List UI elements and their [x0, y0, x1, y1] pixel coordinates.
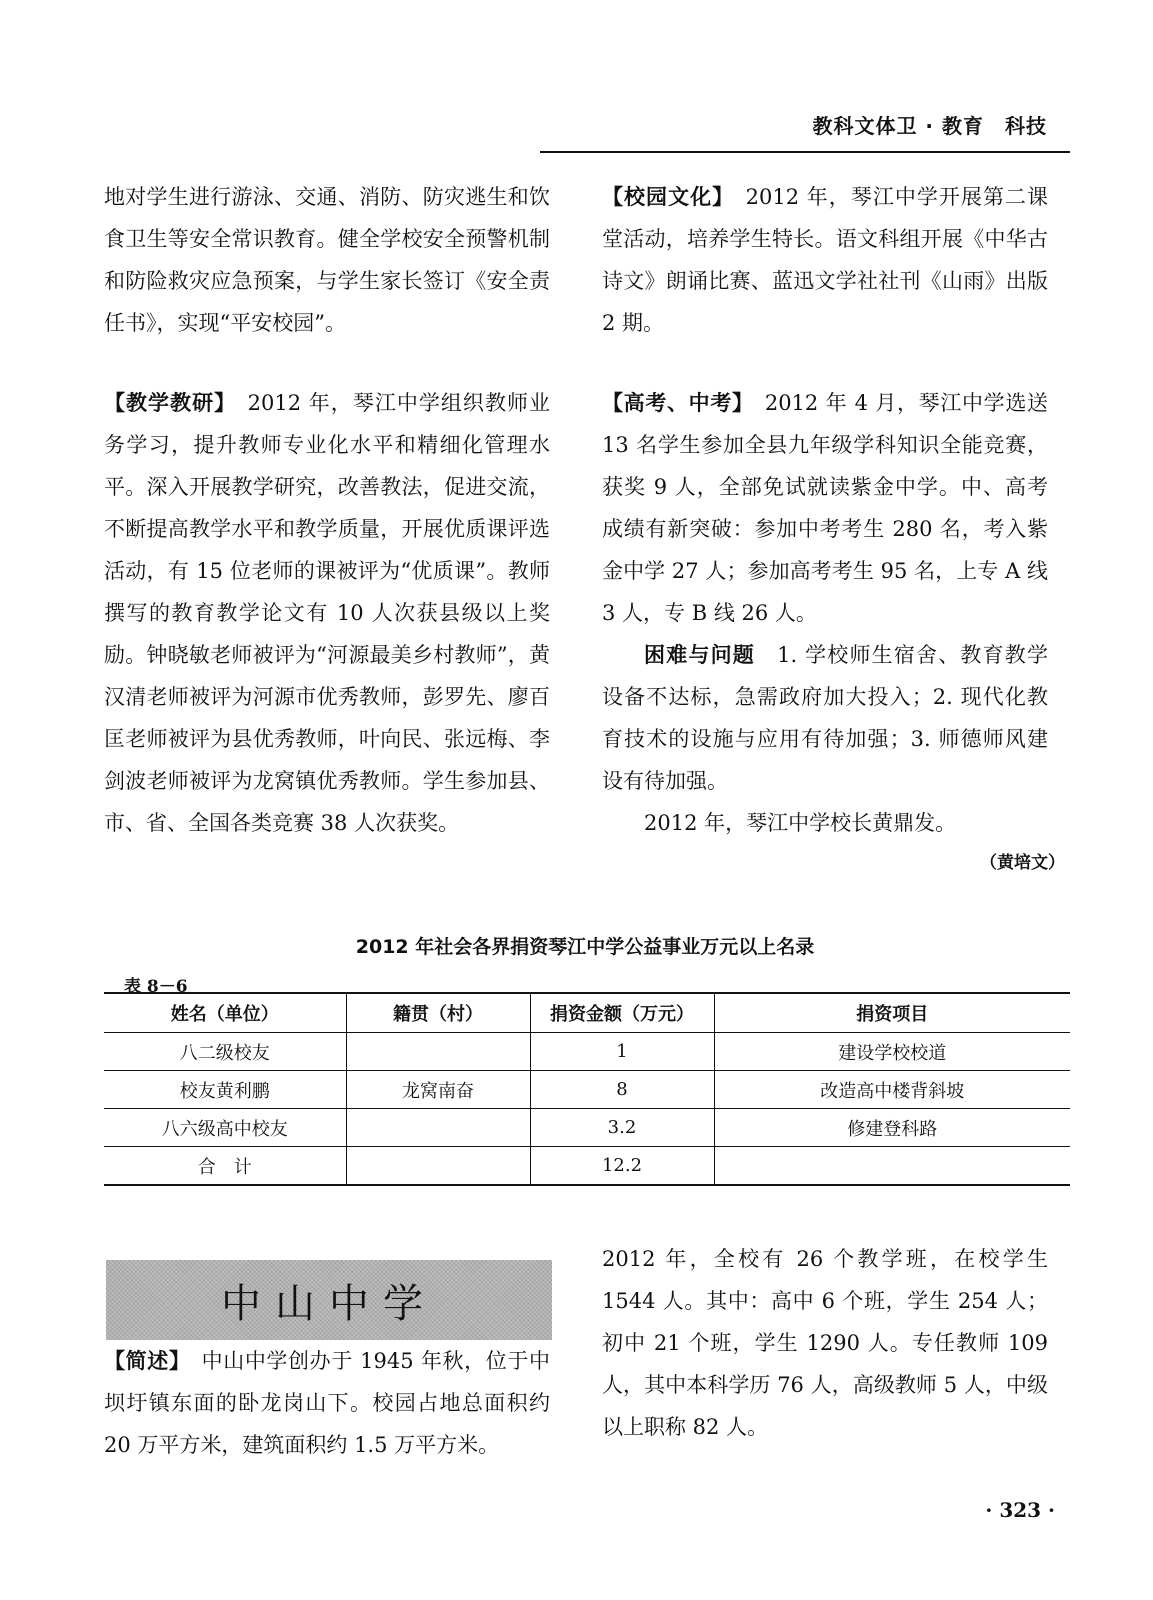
campus-culture-label: 【校园文化】 — [602, 185, 724, 209]
safety-paragraph — [104, 176, 550, 344]
cell-amount: 3.2 — [530, 1109, 714, 1147]
problems-paragraph — [602, 634, 1048, 802]
table-header-row — [104, 993, 1070, 1033]
author-credit: （黄培文） — [980, 853, 1065, 873]
cell-name: 八二级校友 — [104, 1033, 346, 1071]
table-title: 2012 年社会各界捐资琴江中学公益事业万元以上名录 — [355, 936, 815, 958]
exams-label: 【高考、中考】 — [602, 391, 744, 415]
donation-table — [104, 992, 1070, 1186]
cell-amount: 12.2 — [530, 1147, 714, 1186]
campus-culture-text: 2012 年，琴江中学开展第二课堂活动，培养学生特长。语文科组开展《中华古诗文》朗诵比赛、蓝迅文学社社刊《山雨》出版 2 期。 — [602, 185, 1048, 335]
overview-label: 【简述】 — [104, 1349, 180, 1373]
table-row — [104, 1109, 1070, 1147]
overview-text: 中山中学创办于 1945 年秋，位于中坝圩镇东面的卧龙岗山下。校园占地总面积约 20 万平方米，建筑面积约 1.5 万平方米。 — [104, 1349, 551, 1457]
teaching-text: 2012 年，琴江中学组织教师业务学习，提升教师专业化水平和精细化管理水平。深入开展教学研究，改善教法，促进交流，不断提高教学水平和教学质量，开展优质课评选活动，有 15 位老师的课被评为“优质课”。教师撰写的教育教学论文有 10 人次获县级以上奖励。钟晓敏老师被评为“河源最美乡村教师”，黄汉清老师被评为河源市优秀教师，彭罗先、廖百匡老师被评为县优秀教师，叶向民、张远梅、李剑波老师被评为龙窝镇优秀教师。学生参加县、市、省、全国各类竞赛 38 人次获奖。 — [104, 391, 550, 835]
cell-origin — [346, 1033, 530, 1071]
page-number: · 323 · — [985, 1498, 1055, 1522]
header-project: 捐资项目 — [714, 993, 1070, 1033]
header-origin: 籍贯（村） — [346, 993, 530, 1033]
cell-origin: 龙窝南奋 — [346, 1071, 530, 1109]
cell-name: 八六级高中校友 — [104, 1109, 346, 1147]
cell-origin — [346, 1147, 530, 1186]
problems-text: 1. 学校师生宿舍、教育教学设备不达标，急需政府加大投入；2. 现代化教育技术的设施与应用有待加强；3. 师德师风建设有待加强。 — [602, 643, 1048, 793]
table-number: 表 8－6 — [124, 977, 188, 997]
problems-label: 困难与问题 — [644, 643, 755, 667]
campus-culture-paragraph — [602, 176, 1048, 344]
exams-text: 2012 年 4 月，琴江中学选送 13 名学生参加全县九年级学科知识全能竞赛，获奖 9 人，全部免试就读紫金中学。中、高考成绩有新突破：参加中考考生 280 名，考入紫金中学 27 人；参加高考考生 95 名，上专 A 线 3 人，专 B 线 26 人。 — [602, 391, 1048, 625]
cell-origin — [346, 1109, 530, 1147]
section-banner — [106, 1260, 552, 1340]
cell-project: 修建登科路 — [714, 1109, 1070, 1147]
cell-project: 改造高中楼背斜坡 — [714, 1071, 1070, 1109]
teaching-paragraph — [104, 382, 550, 844]
teaching-label: 【教学教研】 — [104, 391, 226, 415]
overview-paragraph — [104, 1340, 550, 1466]
table-row — [104, 1033, 1070, 1071]
cell-amount: 8 — [530, 1071, 714, 1109]
table-total-row — [104, 1147, 1070, 1186]
table-row — [104, 1071, 1070, 1109]
cell-amount: 1 — [530, 1033, 714, 1071]
running-head: 教科文体卫 · 教育 科技 — [812, 114, 1047, 138]
header-rule — [540, 151, 1070, 153]
safety-text: 地对学生进行游泳、交通、消防、防灾逃生和饮食卫生等安全常识教育。健全学校安全预警机制和防险救灾应急预案，与学生家长签订《安全责任书》，实现“平安校园”。 — [104, 185, 550, 335]
enrollment-text: 2012 年，全校有 26 个教学班，在校学生 1544 人。其中：高中 6 个班，学生 254 人；初中 21 个班，学生 1290 人。专任教师 109 人，其中本科学历 76 人，高级教师 5 人，中级以上职称 82 人。 — [602, 1247, 1048, 1439]
principal-paragraph — [602, 802, 1048, 844]
header-name: 姓名（单位） — [104, 993, 346, 1033]
section-title: 中山中学 — [221, 1280, 437, 1327]
cell-project — [714, 1147, 1070, 1186]
cell-name: 校友黄利鹏 — [104, 1071, 346, 1109]
principal-text: 2012 年，琴江中学校长黄鼎发。 — [644, 811, 957, 835]
enrollment-paragraph — [602, 1238, 1048, 1448]
exams-paragraph — [602, 382, 1048, 634]
header-amount: 捐资金额（万元） — [530, 993, 714, 1033]
cell-project: 建设学校校道 — [714, 1033, 1070, 1071]
cell-name: 合 计 — [104, 1147, 346, 1186]
